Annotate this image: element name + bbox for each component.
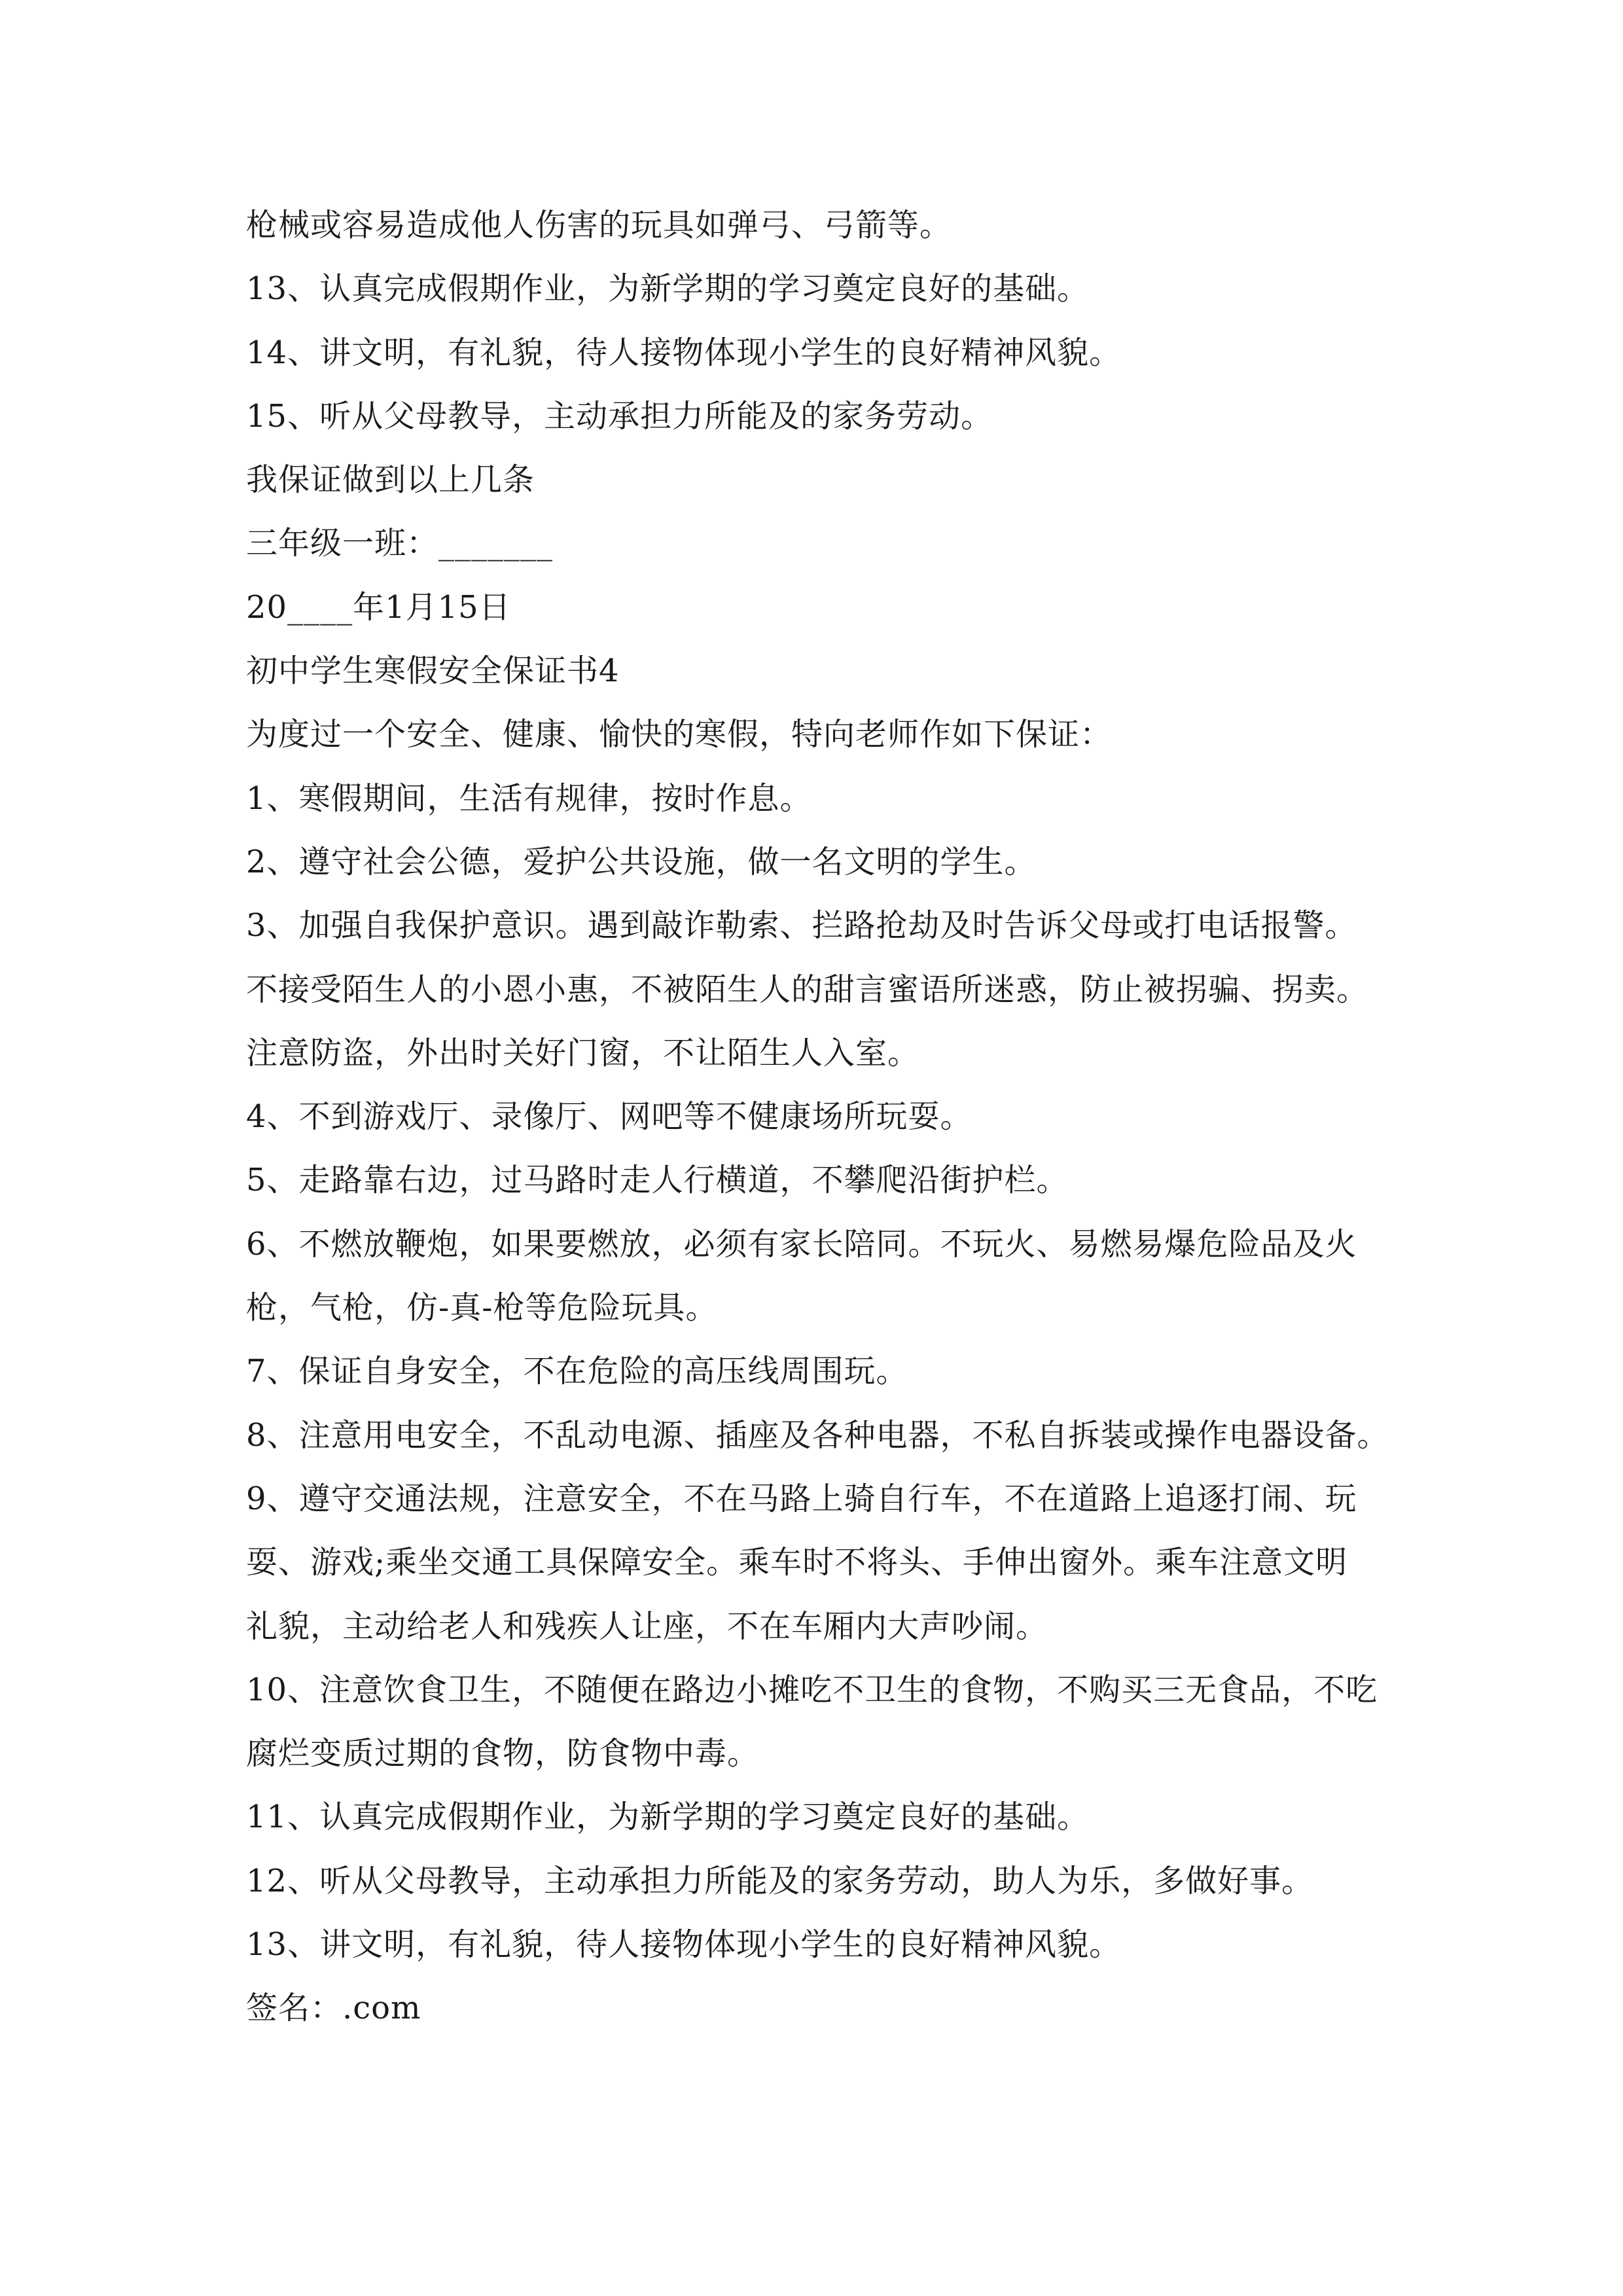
text-line: 注意防盗，外出时关好门窗，不让陌生人入室。 bbox=[246, 1034, 920, 1071]
text-line: 13、讲文明，有礼貌，待人接物体现小学生的良好精神风貌。 bbox=[246, 1926, 1122, 1964]
intro-paragraph: 为度过一个安全、健康、愉快的寒假，特向老师作如下保证： bbox=[246, 716, 1113, 753]
text-line: 8、注意用电安全，不乱动电源、插座及各种电器，不私自拆装或操作电器设备。 bbox=[246, 1416, 1389, 1454]
text-line: 5、走路靠右边，过马路时走人行横道，不攀爬沿街护栏。 bbox=[246, 1162, 1069, 1199]
text-line: 11、认真完成假期作业，为新学期的学习奠定良好的基础。 bbox=[246, 1799, 1090, 1836]
text-line: 13、认真完成假期作业，为新学期的学习奠定良好的基础。 bbox=[246, 270, 1090, 308]
text-line: 枪械或容易造成他人伤害的玩具如弹弓、弓箭等。 bbox=[246, 207, 952, 243]
date-line: 20____年1月15日 bbox=[246, 588, 511, 626]
text-line: 礼貌，主动给老人和残疾人让座，不在车厢内大声吵闹。 bbox=[246, 1607, 1048, 1645]
text-line: 枪，气枪，仿-真-枪等危险玩具。 bbox=[246, 1289, 718, 1327]
section-title: 初中学生寒假安全保证书4 bbox=[246, 653, 620, 690]
text-line: 3、加强自我保护意识。遇到敲诈勒索、拦路抢劫及时告诉父母或打电话报警。 bbox=[246, 907, 1357, 944]
text-line: 1、寒假期间，生活有规律，按时作息。 bbox=[246, 780, 812, 817]
signature-line: 签名：.com bbox=[246, 1990, 421, 2027]
text-line: 2、遵守社会公德，爱护公共设施，做一名文明的学生。 bbox=[246, 843, 1037, 880]
text-line: 14、讲文明，有礼貌，待人接物体现小学生的良好精神风貌。 bbox=[246, 334, 1122, 371]
text-line: 9、遵守交通法规，注意安全，不在马路上骑自行车，不在道路上追逐打闹、玩 bbox=[246, 1480, 1357, 1517]
text-line: 15、听从父母教导，主动承担力所能及的家务劳动。 bbox=[246, 397, 993, 435]
text-line: 10、注意饮食卫生，不随便在路边小摊吃不卫生的食物，不购买三无食品，不吃 bbox=[246, 1671, 1378, 1708]
class-signature-line: 三年级一班：_______ bbox=[246, 525, 554, 562]
text-line: 腐烂变质过期的食物，防食物中毒。 bbox=[246, 1735, 760, 1772]
text-line: 6、不燃放鞭炮，如果要燃放，必须有家长陪同。不玩火、易燃易爆危险品及火 bbox=[246, 1225, 1357, 1263]
text-line: 4、不到游戏厅、录像厅、网吧等不健康场所玩耍。 bbox=[246, 1098, 972, 1136]
text-line: 耍、游戏;乘坐交通工具保障安全。乘车时不将头、手伸出窗外。乘车注意文明 bbox=[246, 1544, 1348, 1581]
text-line: 不接受陌生人的小恩小惠，不被陌生人的甜言蜜语所迷惑，防止被拐骗、拐卖。 bbox=[246, 971, 1369, 1008]
text-line: 12、听从父母教导，主动承担力所能及的家务劳动，助人为乐，多做好事。 bbox=[246, 1862, 1314, 1899]
pledge-statement: 我保证做到以上几条 bbox=[246, 461, 535, 499]
document-body bbox=[246, 194, 1411, 2041]
text-line: 7、保证自身安全，不在危险的高压线周围玩。 bbox=[246, 1353, 908, 1390]
